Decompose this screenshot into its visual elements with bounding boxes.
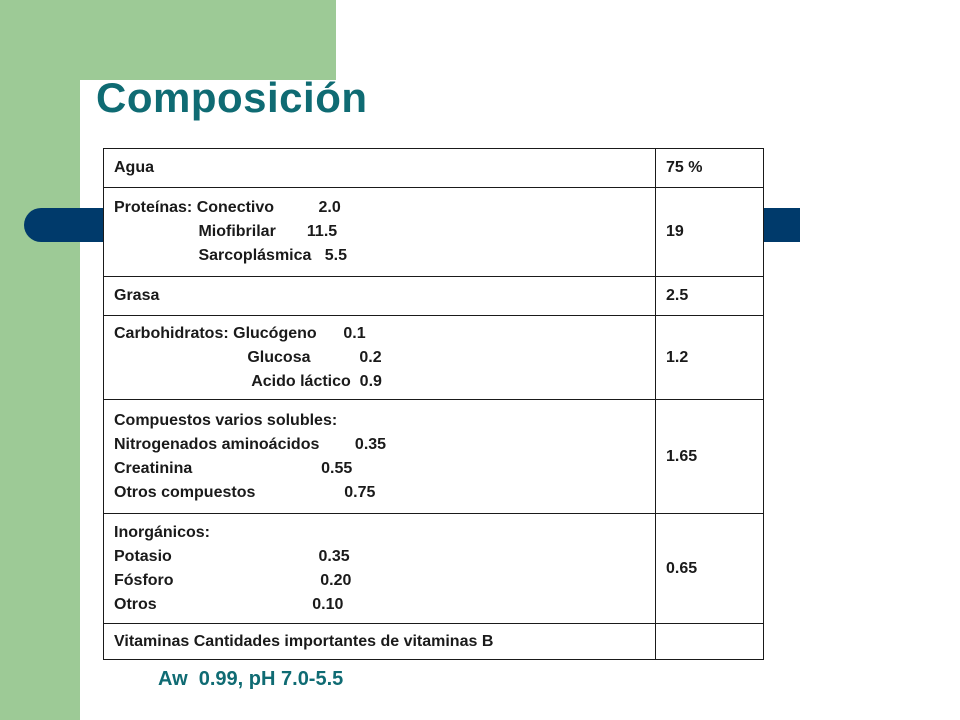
percentage-cell: 1.65 [656,400,764,514]
percentage-cell: 2.5 [656,277,764,316]
table-row [104,188,764,277]
component-line: Fósforo 0.20 [114,571,352,589]
water-activity-ph-note: Aw 0.99, pH 7.0-5.5 [158,668,344,690]
page-title: Composición [96,74,368,121]
component-line: Glucosa 0.2 [114,348,382,366]
table-row [104,400,764,514]
component-line: Potasio 0.35 [114,547,350,565]
component-cell [104,624,656,660]
table-row [104,624,764,660]
component-line: Nitrogenados aminoácidos 0.35 [114,435,387,453]
component-cell [104,188,656,277]
component-line: Grasa [114,287,160,304]
percentage-cell: 1.2 [656,316,764,400]
component-cell [104,514,656,624]
component-line: Miofibrilar 11.5 [114,223,338,240]
percentage-cell [656,624,764,660]
percentage-cell: 75 % [656,149,764,188]
component-line: Sarcoplásmica 5.5 [114,247,347,264]
component-line: Proteínas: Conectivo 2.0 [114,199,341,216]
component-line: Agua [114,159,154,176]
table-row [104,149,764,188]
table-row [104,277,764,316]
component-line: Carbohidratos: Glucógeno 0.1 [114,324,366,342]
component-line: Vitaminas Cantidades importantes de vitaminas B [114,632,494,650]
component-line: Inorgánicos: [114,523,211,541]
component-line: Otros 0.10 [114,595,344,613]
table-row [104,316,764,400]
component-line: Otros compuestos 0.75 [114,483,376,501]
component-line: Compuestos varios solubles: [114,411,338,429]
component-line: Acido láctico 0.9 [114,372,382,390]
component-line: Creatinina 0.55 [114,459,353,477]
table-row [104,514,764,624]
decor-green-strip [0,0,80,720]
decor-green-block [0,0,336,80]
component-cell [104,316,656,400]
component-cell [104,400,656,514]
component-cell [104,277,656,316]
component-cell [104,149,656,188]
percentage-cell: 19 [656,188,764,277]
percentage-cell: 0.65 [656,514,764,624]
composition-table [103,148,764,660]
